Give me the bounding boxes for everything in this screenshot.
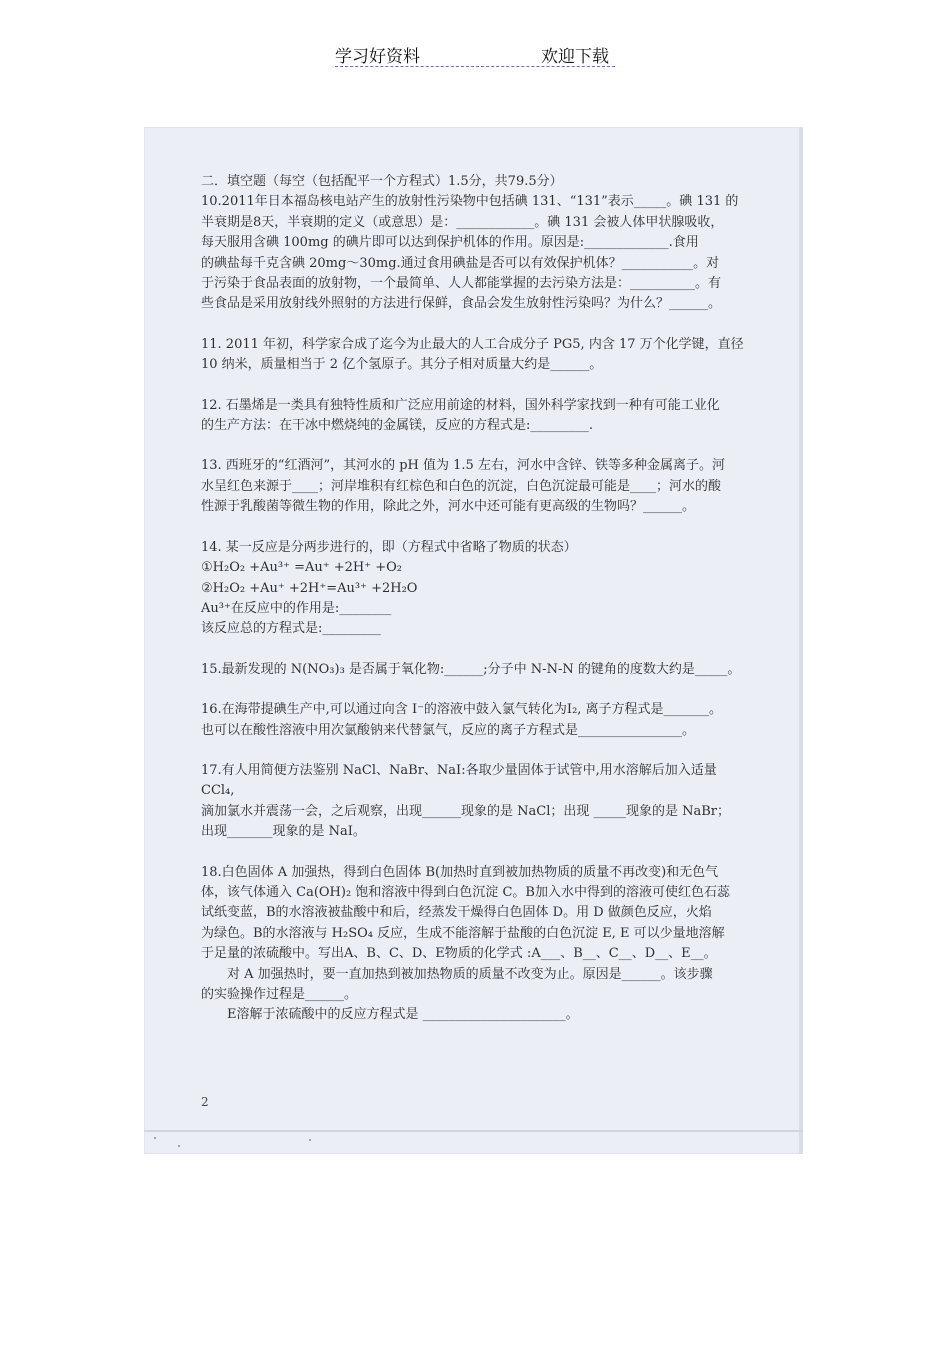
q14-role: Au³⁺在反应中的作用是:________ <box>201 600 392 616</box>
q18-line: 的实验操作过程是______。 <box>201 987 358 1002</box>
q10-line: 每天服用含碘 100mg 的碘片即可以达到保护机体的作用。原因是:_____________.食用 <box>201 235 699 251</box>
q10-line: 的碘盐每千克含碘 20mg～30mg.通过食用碘盐是否可以有效保护机体？___________。对 <box>201 255 720 271</box>
q18-line: 体，该气体通入 Ca(OH)₂ 饱和溶液中得到白色沉淀 C。B加入水中得到的溶液可使红色石蕊 <box>201 884 730 900</box>
scanned-page <box>144 127 803 1154</box>
q10-line: 10.2011年日本福岛核电站产生的放射性污染物中包括碘 131、“131”表示_____。碘 131 的 <box>201 194 739 210</box>
q11-line: 11. 2011 年初，科学家合成了迄今为止最大的人工合成分子 PG5, 内含 17 万个化学键，直径 <box>201 336 744 352</box>
scan-speck <box>309 1139 311 1141</box>
exam-content <box>201 172 748 1026</box>
q14-equation-1: ①H₂O₂ +Au³⁺ =Au⁺ +2H⁺ +O₂ <box>201 560 402 576</box>
q13-line: 性源于乳酸菌等微生物的作用，除此之外，河水中还可能有更高级的生物吗？______。 <box>201 499 696 515</box>
q14-total: 该反应总的方程式是:_________ <box>201 621 381 637</box>
scan-bottom-line <box>144 1130 803 1132</box>
q18-line: 试纸变蓝，B的水溶液被盐酸中和后，经蒸发干燥得白色固体 D。用 D 做颜色反应，火焰 <box>201 905 712 921</box>
q17-line: 17.有人用简便方法鉴别 NaCl、NaBr、NaI:各取少量固体于试管中,用水溶解后加入适量 CCl₄, <box>201 762 717 799</box>
q16-line: 16.在海带提碘生产中,可以通过向含 I⁻的溶液中鼓入氯气转化为I₂, 离子方程式是_______。 <box>201 702 723 718</box>
section-title: 二．填空题（每空（包括配平一个方程式）1.5分，共79.5分） <box>201 174 563 189</box>
q16-line: 也可以在酸性溶液中用次氯酸钠来代替氯气，反应的离子方程式是________________。 <box>201 722 696 738</box>
header-left-text: 学习好资料 <box>335 47 420 67</box>
page-header <box>335 40 615 67</box>
q14-intro: 14. 某一反应是分两步进行的，即（方程式中省略了物质的状态） <box>201 539 577 555</box>
q10-line: 些食品是采用放射线外照射的方法进行保鲜，食品会发生放射性污染吗？为什么？______。 <box>201 296 722 312</box>
header-right-text: 欢迎下载 <box>541 47 609 67</box>
q12-line: 12. 石墨烯是一类具有独特性质和广泛应用前途的材料，国外科学家找到一种有可能工业化 <box>201 397 720 413</box>
q10-line: 半衰期是8天，半衰期的定义（或意思）是：____________。碘 131 会被人体甲状腺吸收， <box>201 214 724 230</box>
page-number: 2 <box>201 1095 209 1109</box>
q18-line: 为绿色。B的水溶液与 H₂SO₄ 反应，生成不能溶解于盐酸的白色沉淀 E, E 可以少量地溶解 <box>201 925 725 941</box>
q11-line: 10 纳米，质量相当于 2 亿个氢原子。其分子相对质量大约是______。 <box>201 357 603 373</box>
q15-line: 15.最新发现的 N(NO₃)₃ 是否属于氧化物:______;分子中 N-N-N 的键角的度数大约是_____。 <box>201 661 741 677</box>
q18-line: 对 A 加强热时，要一直加热到被加热物质的质量不改变为止。原因是______。该步骤 <box>227 966 713 982</box>
q18-line: 18.白色固体 A 加强热，得到白色固体 B(加热时直到被加热物质的质量不再改变)和无色气 <box>201 864 719 880</box>
q14-equation-2: ②H₂O₂ +Au⁺ +2H⁺=Au³⁺ +2H₂O <box>201 580 418 596</box>
q18-line: 于足量的浓硫酸中。写出A、B、C、D、E物质的化学式 :A___、B__、C__、D__、E__。 <box>201 946 717 962</box>
scan-speck <box>178 1145 180 1147</box>
q13-line: 13. 西班牙的“红酒河”，其河水的 pH 值为 1.5 左右，河水中含锌、铁等多种金属离子。河 <box>201 458 725 474</box>
q17-line: 出现_______现象的是 NaI。 <box>201 824 366 840</box>
scan-speck <box>154 1137 156 1139</box>
q13-line: 水呈红色来源于____；河岸堆积有红棕色和白色的沉淀，白色沉淀最可能是____；河水的酸 <box>201 478 722 494</box>
q10-line: 于污染于食品表面的放射物，一个最简单、人人都能掌握的去污染方法是：__________。有 <box>201 276 722 292</box>
q18-line: E溶解于浓硫酸中的反应方程式是 ______________________。 <box>227 1007 579 1023</box>
scan-edge-shadow <box>799 127 803 1154</box>
q12-line: 的生产方法：在干冰中燃烧纯的金属镁，反应的方程式是:_________. <box>201 418 594 434</box>
q17-line: 滴加氯水并震荡一会，之后观察，出现______现象的是 NaCl；出现 _____现象的是 NaBr； <box>201 803 731 819</box>
